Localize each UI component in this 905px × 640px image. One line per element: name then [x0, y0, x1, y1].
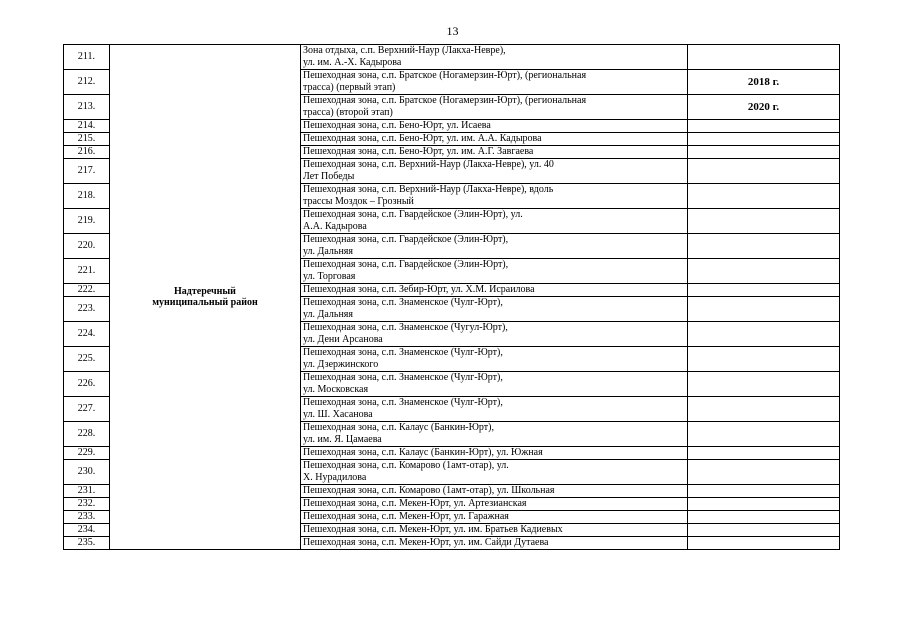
- zone-description: Пешеходная зона, с.п. Братское (Ногамерзин-Юрт), (региональная трасса) (первый этап): [301, 70, 688, 95]
- row-number: 222.: [64, 284, 110, 297]
- zone-description: Пешеходная зона, с.п. Гвардейское (Элин-Юрт), ул. Дальняя: [301, 234, 688, 259]
- zone-description: Пешеходная зона, с.п. Мекен-Юрт, ул. им. Сайди Дутаева: [301, 537, 688, 550]
- row-number: 218.: [64, 184, 110, 209]
- registry-table: [63, 44, 840, 550]
- zone-description: Пешеходная зона, с.п. Калаус (Банкин-Юрт), ул. им. Я. Цамаева: [301, 422, 688, 447]
- implementation-year: [688, 209, 840, 234]
- row-number: 226.: [64, 372, 110, 397]
- implementation-year: [688, 498, 840, 511]
- implementation-year: [688, 259, 840, 284]
- row-number: 214.: [64, 120, 110, 133]
- zone-description: Пешеходная зона, с.п. Верхний-Наур (Лакха-Невре), ул. 40 Лет Победы: [301, 159, 688, 184]
- implementation-year: [688, 133, 840, 146]
- implementation-year: [688, 460, 840, 485]
- zone-description: Пешеходная зона, с.п. Знаменское (Чулг-Юрт), ул. Ш. Хасанова: [301, 397, 688, 422]
- table-row: [64, 45, 840, 70]
- row-number: 221.: [64, 259, 110, 284]
- implementation-year: [688, 284, 840, 297]
- zone-description: Пешеходная зона, с.п. Верхний-Наур (Лакха-Невре), вдоль трассы Моздок – Грозный: [301, 184, 688, 209]
- row-number: 225.: [64, 347, 110, 372]
- row-number: 235.: [64, 537, 110, 550]
- implementation-year: [688, 120, 840, 133]
- row-number: 217.: [64, 159, 110, 184]
- zone-description: Пешеходная зона, с.п. Комарово (1амт-отар), ул. Школьная: [301, 485, 688, 498]
- row-number: 212.: [64, 70, 110, 95]
- zone-description: Зона отдыха, с.п. Верхний-Наур (Лакха-Невре), ул. им. А.-Х. Кадырова: [301, 45, 688, 70]
- implementation-year: [688, 524, 840, 537]
- implementation-year: 2020 г.: [688, 95, 840, 120]
- implementation-year: [688, 422, 840, 447]
- row-number: 211.: [64, 45, 110, 70]
- zone-description: Пешеходная зона, с.п. Мекен-Юрт, ул. Артезианская: [301, 498, 688, 511]
- zone-description: Пешеходная зона, с.п. Бено-Юрт, ул. им. А.Г. Завгаева: [301, 146, 688, 159]
- row-number: 230.: [64, 460, 110, 485]
- zone-description: Пешеходная зона, с.п. Мекен-Юрт, ул. Гаражная: [301, 511, 688, 524]
- registry-table-body: [64, 45, 840, 550]
- implementation-year: [688, 322, 840, 347]
- zone-description: Пешеходная зона, с.п. Бено-Юрт, ул. Исаева: [301, 120, 688, 133]
- row-number: 215.: [64, 133, 110, 146]
- implementation-year: [688, 234, 840, 259]
- zone-description: Пешеходная зона, с.п. Знаменское (Чулг-Юрт), ул. Московская: [301, 372, 688, 397]
- implementation-year: [688, 511, 840, 524]
- zone-description: Пешеходная зона, с.п. Зебир-Юрт, ул. Х.М. Исраилова: [301, 284, 688, 297]
- implementation-year: [688, 45, 840, 70]
- implementation-year: [688, 447, 840, 460]
- row-number: 233.: [64, 511, 110, 524]
- page-number: 13: [446, 24, 459, 38]
- implementation-year: [688, 372, 840, 397]
- zone-description: Пешеходная зона, с.п. Знаменское (Чугул-Юрт), ул. Дени Арсанова: [301, 322, 688, 347]
- implementation-year: [688, 184, 840, 209]
- zone-description: Пешеходная зона, с.п. Комарово (1амт-отар), ул. Х. Нурадилова: [301, 460, 688, 485]
- row-number: 228.: [64, 422, 110, 447]
- row-number: 223.: [64, 297, 110, 322]
- row-number: 231.: [64, 485, 110, 498]
- implementation-year: [688, 297, 840, 322]
- row-number: 219.: [64, 209, 110, 234]
- row-number: 234.: [64, 524, 110, 537]
- zone-description: Пешеходная зона, с.п. Мекен-Юрт, ул. им. Братьев Кадиевых: [301, 524, 688, 537]
- district-name: Надтеречный муниципальный район: [110, 45, 301, 550]
- zone-description: Пешеходная зона, с.п. Знаменское (Чулг-Юрт), ул. Дзержинского: [301, 347, 688, 372]
- row-number: 220.: [64, 234, 110, 259]
- row-number: 227.: [64, 397, 110, 422]
- zone-description: Пешеходная зона, с.п. Гвардейское (Элин-Юрт), ул. А.А. Кадырова: [301, 209, 688, 234]
- implementation-year: [688, 397, 840, 422]
- zone-description: Пешеходная зона, с.п. Бено-Юрт, ул. им. А.А. Кадырова: [301, 133, 688, 146]
- row-number: 224.: [64, 322, 110, 347]
- implementation-year: [688, 159, 840, 184]
- implementation-year: [688, 537, 840, 550]
- row-number: 232.: [64, 498, 110, 511]
- row-number: 213.: [64, 95, 110, 120]
- implementation-year: [688, 146, 840, 159]
- implementation-year: 2018 г.: [688, 70, 840, 95]
- row-number: 229.: [64, 447, 110, 460]
- zone-description: Пешеходная зона, с.п. Гвардейское (Элин-Юрт), ул. Торговая: [301, 259, 688, 284]
- zone-description: Пешеходная зона, с.п. Братское (Ногамерзин-Юрт), (региональная трасса) (второй этап): [301, 95, 688, 120]
- implementation-year: [688, 347, 840, 372]
- implementation-year: [688, 485, 840, 498]
- zone-description: Пешеходная зона, с.п. Знаменское (Чулг-Юрт), ул. Дальняя: [301, 297, 688, 322]
- zone-description: Пешеходная зона, с.п. Калаус (Банкин-Юрт), ул. Южная: [301, 447, 688, 460]
- row-number: 216.: [64, 146, 110, 159]
